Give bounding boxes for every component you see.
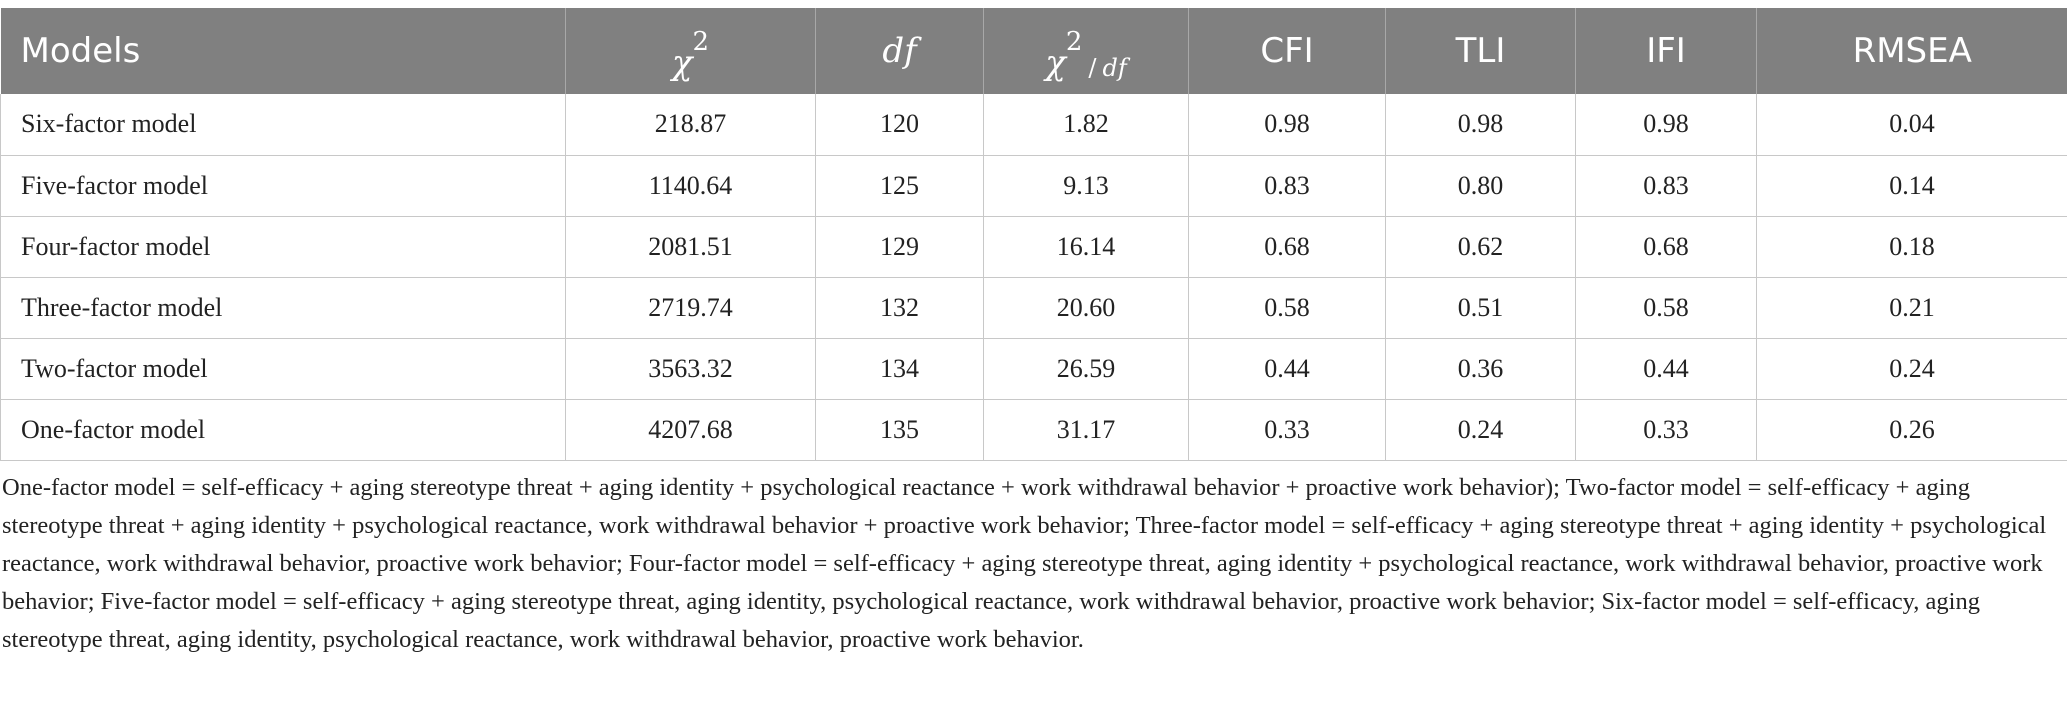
- cell-tli: 0.36: [1386, 338, 1576, 399]
- cell-tli: 0.98: [1386, 94, 1576, 155]
- table-row: [1, 94, 2067, 155]
- ratio-chi-symbol: χ: [1045, 43, 1066, 83]
- table-row: [1, 277, 2067, 338]
- cell-df: 125: [816, 155, 984, 216]
- table-footnote: One-factor model = self-efficacy + aging stereotype threat + aging identity + psychological reactance + work withdrawal behavior + proactive work behavior); Two-factor model = self-efficacy + aging stereotype threat + aging identity + psychological reactance, work withdrawal behavior + proactive work behavior; Three-factor model = self-efficacy + aging stereotype threat + aging identity + psychological reactance, work withdrawal behavior, proactive work behavior; Four-factor model = self-efficacy + aging stereotype threat, aging identity + psychological reactance, work withdrawal behavior, proactive work behavior; Five-factor model = self-efficacy + aging stereotype threat, aging identity, psychological reactance, work withdrawal behavior, proactive work behavior; Six-factor model = self-efficacy, aging stereotype threat, aging identity, psychological reactance, work withdrawal behavior, proactive work behavior.: [0, 469, 2067, 659]
- cell-cfi: 0.58: [1189, 277, 1386, 338]
- ratio-df: df: [1103, 54, 1127, 82]
- cell-model: Four-factor model: [1, 216, 566, 277]
- table-row: [1, 338, 2067, 399]
- cell-df: 129: [816, 216, 984, 277]
- cell-cfi: 0.98: [1189, 94, 1386, 155]
- cell-ifi: 0.58: [1576, 277, 1757, 338]
- cell-ratio: 31.17: [984, 399, 1189, 460]
- cell-rmsea: 0.26: [1757, 399, 2067, 460]
- cell-tli: 0.51: [1386, 277, 1576, 338]
- cell-chi2: 1140.64: [566, 155, 816, 216]
- cell-ratio: 9.13: [984, 155, 1189, 216]
- chi-exponent: 2: [693, 27, 710, 57]
- cell-model: Two-factor model: [1, 338, 566, 399]
- cell-cfi: 0.44: [1189, 338, 1386, 399]
- cell-chi2: 218.87: [566, 94, 816, 155]
- header-row: [1, 8, 2067, 94]
- cell-rmsea: 0.14: [1757, 155, 2067, 216]
- header-models: Models: [1, 8, 566, 94]
- cell-df: 120: [816, 94, 984, 155]
- table-row: [1, 216, 2067, 277]
- cell-rmsea: 0.24: [1757, 338, 2067, 399]
- cell-df: 132: [816, 277, 984, 338]
- header-cfi: CFI: [1189, 8, 1386, 94]
- cell-ratio: 16.14: [984, 216, 1189, 277]
- cell-tli: 0.62: [1386, 216, 1576, 277]
- cell-tli: 0.24: [1386, 399, 1576, 460]
- cell-cfi: 0.33: [1189, 399, 1386, 460]
- ratio-chi-exponent: 2: [1066, 27, 1083, 57]
- cell-chi2: 4207.68: [566, 399, 816, 460]
- document: [0, 8, 2067, 659]
- cell-df: 134: [816, 338, 984, 399]
- cell-model: One-factor model: [1, 399, 566, 460]
- header-chi-square: [566, 8, 816, 94]
- header-df: df: [816, 8, 984, 94]
- cell-rmsea: 0.18: [1757, 216, 2067, 277]
- header-chi-df-ratio: [984, 8, 1189, 94]
- header-ifi: IFI: [1576, 8, 1757, 94]
- cell-ratio: 20.60: [984, 277, 1189, 338]
- cell-model: Five-factor model: [1, 155, 566, 216]
- cell-df: 135: [816, 399, 984, 460]
- ratio-slash: /: [1088, 54, 1096, 82]
- cell-ifi: 0.33: [1576, 399, 1757, 460]
- cell-model: Three-factor model: [1, 277, 566, 338]
- table-row: [1, 399, 2067, 460]
- cell-chi2: 2719.74: [566, 277, 816, 338]
- cell-chi2: 3563.32: [566, 338, 816, 399]
- cell-chi2: 2081.51: [566, 216, 816, 277]
- table-row: [1, 155, 2067, 216]
- cell-rmsea: 0.04: [1757, 94, 2067, 155]
- cell-ifi: 0.98: [1576, 94, 1757, 155]
- cell-ratio: 26.59: [984, 338, 1189, 399]
- cell-cfi: 0.68: [1189, 216, 1386, 277]
- cell-tli: 0.80: [1386, 155, 1576, 216]
- header-rmsea: RMSEA: [1757, 8, 2067, 94]
- cell-ifi: 0.83: [1576, 155, 1757, 216]
- chi-symbol: χ: [672, 43, 693, 83]
- cell-ifi: 0.68: [1576, 216, 1757, 277]
- cell-cfi: 0.83: [1189, 155, 1386, 216]
- cell-ratio: 1.82: [984, 94, 1189, 155]
- header-tli: TLI: [1386, 8, 1576, 94]
- cell-rmsea: 0.21: [1757, 277, 2067, 338]
- cell-ifi: 0.44: [1576, 338, 1757, 399]
- model-fit-table: [0, 8, 2067, 461]
- cell-model: Six-factor model: [1, 94, 566, 155]
